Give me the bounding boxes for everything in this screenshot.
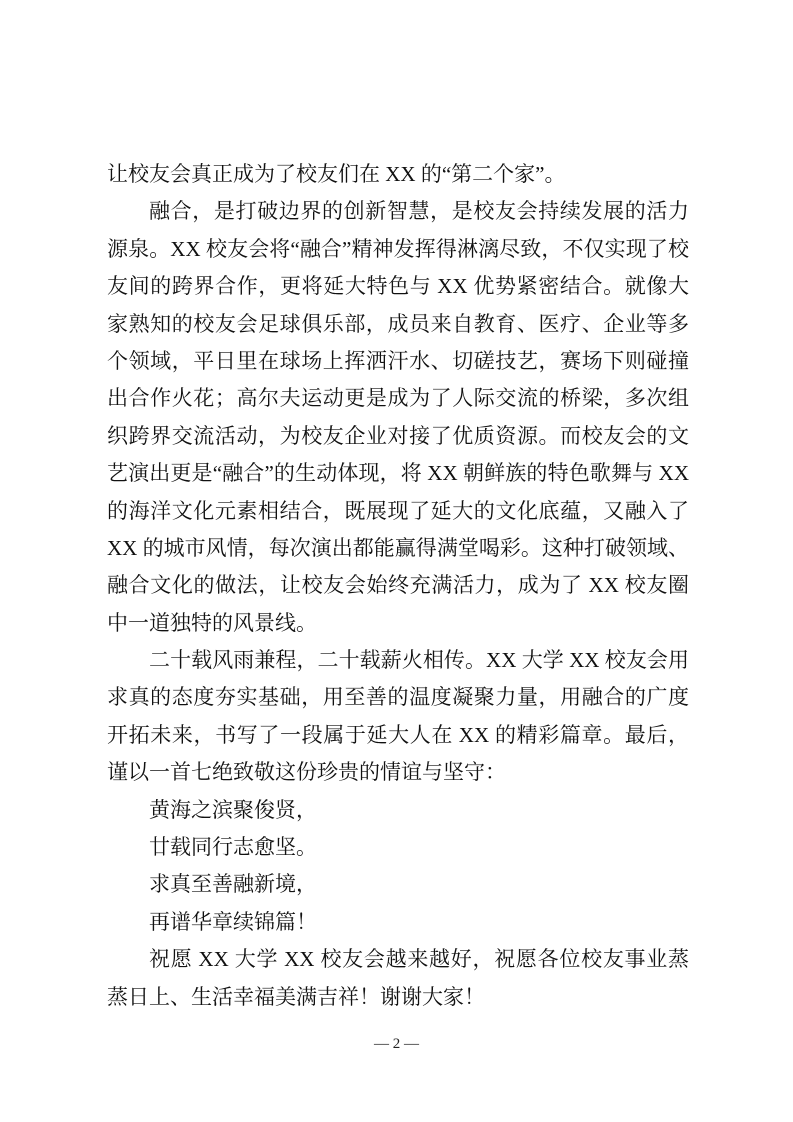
text-line: 黄海之滨聚俊贤， (149, 797, 317, 822)
text-line: 谨以一首七绝致敬这份珍贵的情谊与坚守： (107, 760, 506, 785)
text-line: 个领域，平日里在球场上挥洒汗水、切磋技艺，赛场下则碰撞 (107, 348, 689, 373)
text-line: 二十载风雨兼程，二十载薪火相传。XX 大学 XX 校友会用 (149, 648, 689, 673)
text-line: 友间的跨界合作，更将延大特色与 XX 优势紧密结合。就像大 (107, 274, 689, 299)
paragraph (107, 904, 689, 941)
text-line: 祝愿 XX 大学 XX 校友会越来越好，祝愿各位校友事业蒸 (149, 947, 689, 972)
text-line: 的海洋文化元素相结合，既展现了延大的文化底蕴，又融入了 (107, 498, 689, 523)
text-line: 织跨界交流活动，为校友企业对接了优质资源。而校友会的文 (107, 423, 689, 448)
text-line: 求真的态度夯实基础，用至善的温度凝聚力量，用融合的广度 (107, 685, 689, 710)
paragraph (107, 193, 689, 642)
text-line: 出合作火花；高尔夫运动更是成为了人际交流的桥梁，多次组 (107, 386, 689, 411)
paragraph (107, 866, 689, 903)
text-line: 源泉。XX 校友会将“融合”精神发挥得淋漓尽致，不仅实现了校 (107, 236, 689, 261)
paragraph (107, 829, 689, 866)
text-line: 融合文化的做法，让校友会始终充满活力，成为了 XX 校友圈 (107, 573, 689, 598)
text-line: 再谱华章续锦篇！ (149, 909, 317, 934)
text-line: 融合，是打破边界的创新智慧，是校友会持续发展的活力 (149, 199, 689, 224)
paragraph (107, 156, 689, 193)
text-line: 蒸日上、生活幸福美满吉祥！谢谢大家！ (107, 984, 485, 1009)
text-line: 开拓未来，书写了一段属于延大人在 XX 的精彩篇章。最后， (107, 722, 689, 747)
paragraph (107, 941, 689, 1016)
page-number: — 2 — (374, 1036, 419, 1052)
paragraph (107, 792, 689, 829)
text-line: 中一道独特的风景线。 (107, 610, 317, 635)
text-line: XX 的城市风情，每次演出都能赢得满堂喝彩。这种打破领域、 (107, 535, 689, 560)
text-line: 让校友会真正成为了校友们在 XX 的“第二个家”。 (107, 162, 566, 186)
paragraph (107, 642, 689, 792)
text-line: 廿载同行志愈坚。 (149, 835, 317, 860)
text-line: 求真至善融新境， (149, 872, 317, 897)
document-body (107, 156, 689, 1016)
text-line: 艺演出更是“融合”的生动体现，将 XX 朝鲜族的特色歌舞与 XX (107, 461, 689, 486)
text-line: 家熟知的校友会足球俱乐部，成员来自教育、医疗、企业等多 (107, 311, 689, 336)
